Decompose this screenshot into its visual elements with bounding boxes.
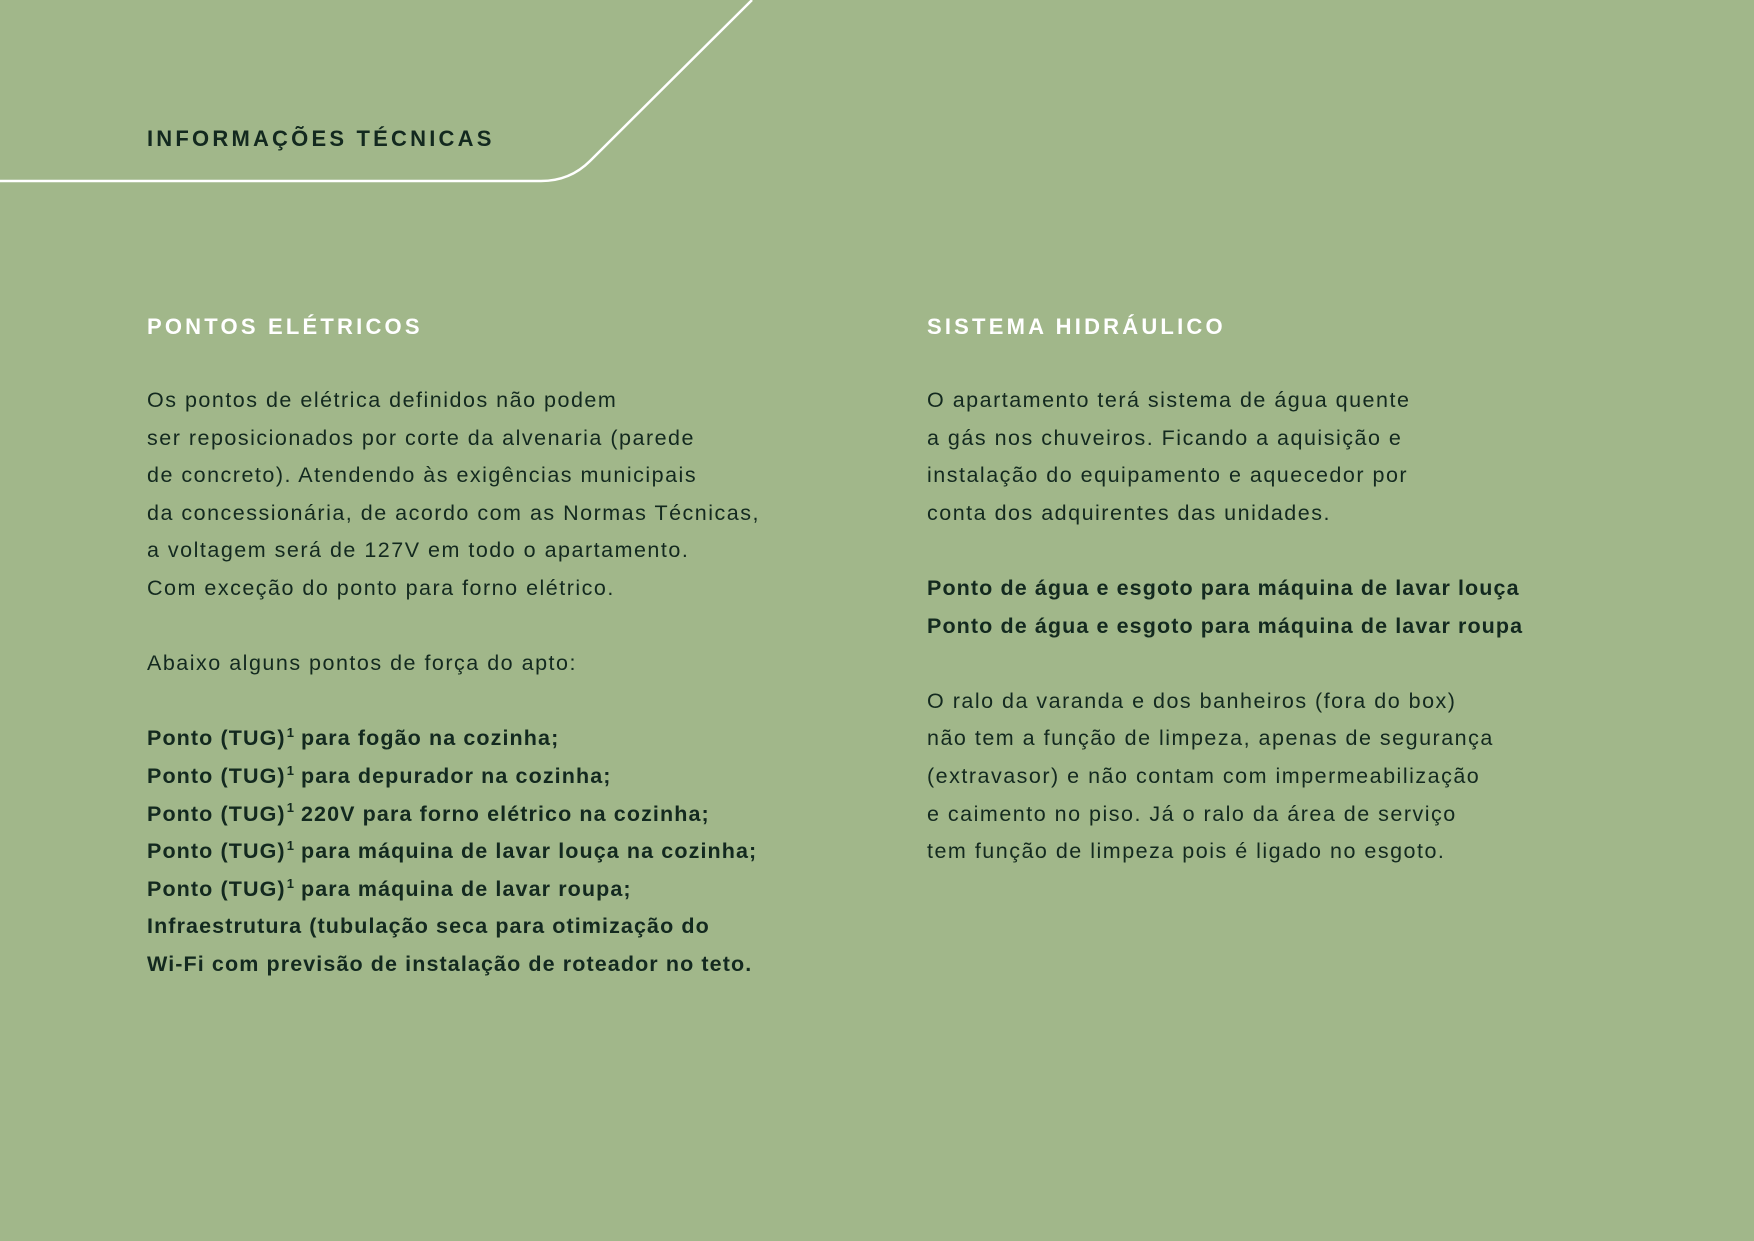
text-line: Abaixo alguns pontos de força do apto:	[147, 651, 577, 676]
footnote-mark: 1	[286, 762, 294, 778]
text-line: tem função de limpeza pois é ligado no esgoto.	[927, 839, 1446, 864]
footnote-mark: 1	[286, 837, 294, 853]
item-prefix: Ponto (TUG)	[147, 839, 286, 864]
page-title: INFORMAÇÕES TÉCNICAS	[147, 126, 495, 151]
text-line: a gás nos chuveiros. Ficando a aquisição e	[927, 425, 1403, 450]
item-text: para máquina de lavar louça na cozinha;	[293, 839, 758, 864]
electrical-intro-paragraph	[147, 382, 867, 608]
item-text: para fogão na cozinha;	[293, 726, 560, 751]
list-item: Ponto de água e esgoto para máquina de lavar louça	[927, 575, 1520, 600]
list-item	[147, 796, 867, 834]
drain-paragraph	[927, 683, 1627, 871]
item-text: 220V para forno elétrico na cozinha;	[293, 801, 710, 826]
hydraulic-intro-paragraph	[927, 382, 1627, 532]
item-prefix: Ponto (TUG)	[147, 726, 286, 751]
hydraulic-section	[927, 312, 1627, 871]
text-line: da concessionária, de acordo com as Normas Técnicas,	[147, 500, 760, 525]
footnote-mark: 1	[286, 800, 294, 816]
text-line: ser reposicionados por corte da alvenaria (parede	[147, 425, 695, 450]
list-item	[147, 720, 867, 758]
electrical-section	[147, 312, 867, 984]
item-text: para depurador na cozinha;	[293, 763, 612, 788]
text-line: instalação do equipamento e aquecedor por	[927, 463, 1409, 488]
power-points-list	[147, 720, 867, 983]
text-line: não tem a função de limpeza, apenas de segurança	[927, 726, 1494, 751]
list-item: Infraestrutura (tubulação seca para otimização do	[147, 914, 710, 939]
text-line: Os pontos de elétrica definidos não podem	[147, 388, 618, 412]
list-item: Wi-Fi com previsão de instalação de roteador no teto.	[147, 951, 753, 976]
item-prefix: Ponto (TUG)	[147, 763, 286, 788]
list-item	[147, 833, 867, 871]
text-line: de concreto). Atendendo às exigências municipais	[147, 463, 698, 488]
item-prefix: Ponto (TUG)	[147, 876, 286, 901]
water-points-list	[927, 570, 1627, 645]
text-line: O ralo da varanda e dos banheiros (fora do box)	[927, 688, 1457, 713]
electrical-section-title: PONTOS ELÉTRICOS	[147, 314, 423, 339]
footnote-mark: 1	[286, 725, 294, 741]
item-text: para máquina de lavar roupa;	[293, 876, 632, 901]
list-item	[147, 758, 867, 796]
item-prefix: Ponto (TUG)	[147, 801, 286, 826]
footnote-mark: 1	[286, 875, 294, 891]
text-line: e caimento no piso. Já o ralo da área de serviço	[927, 801, 1457, 826]
list-item	[147, 871, 867, 909]
text-line: (extravasor) e não contam com impermeabilização	[927, 763, 1481, 788]
list-item: Ponto de água e esgoto para máquina de lavar roupa	[927, 613, 1524, 638]
text-line: Com exceção do ponto para forno elétrico.	[147, 575, 615, 600]
text-line: conta dos adquirentes das unidades.	[927, 500, 1331, 525]
hydraulic-section-title: SISTEMA HIDRÁULICO	[927, 314, 1226, 339]
text-line: a voltagem será de 127V em todo o apartamento.	[147, 538, 690, 563]
power-points-subtitle	[147, 645, 867, 683]
text-line: O apartamento terá sistema de água quente	[927, 388, 1411, 412]
